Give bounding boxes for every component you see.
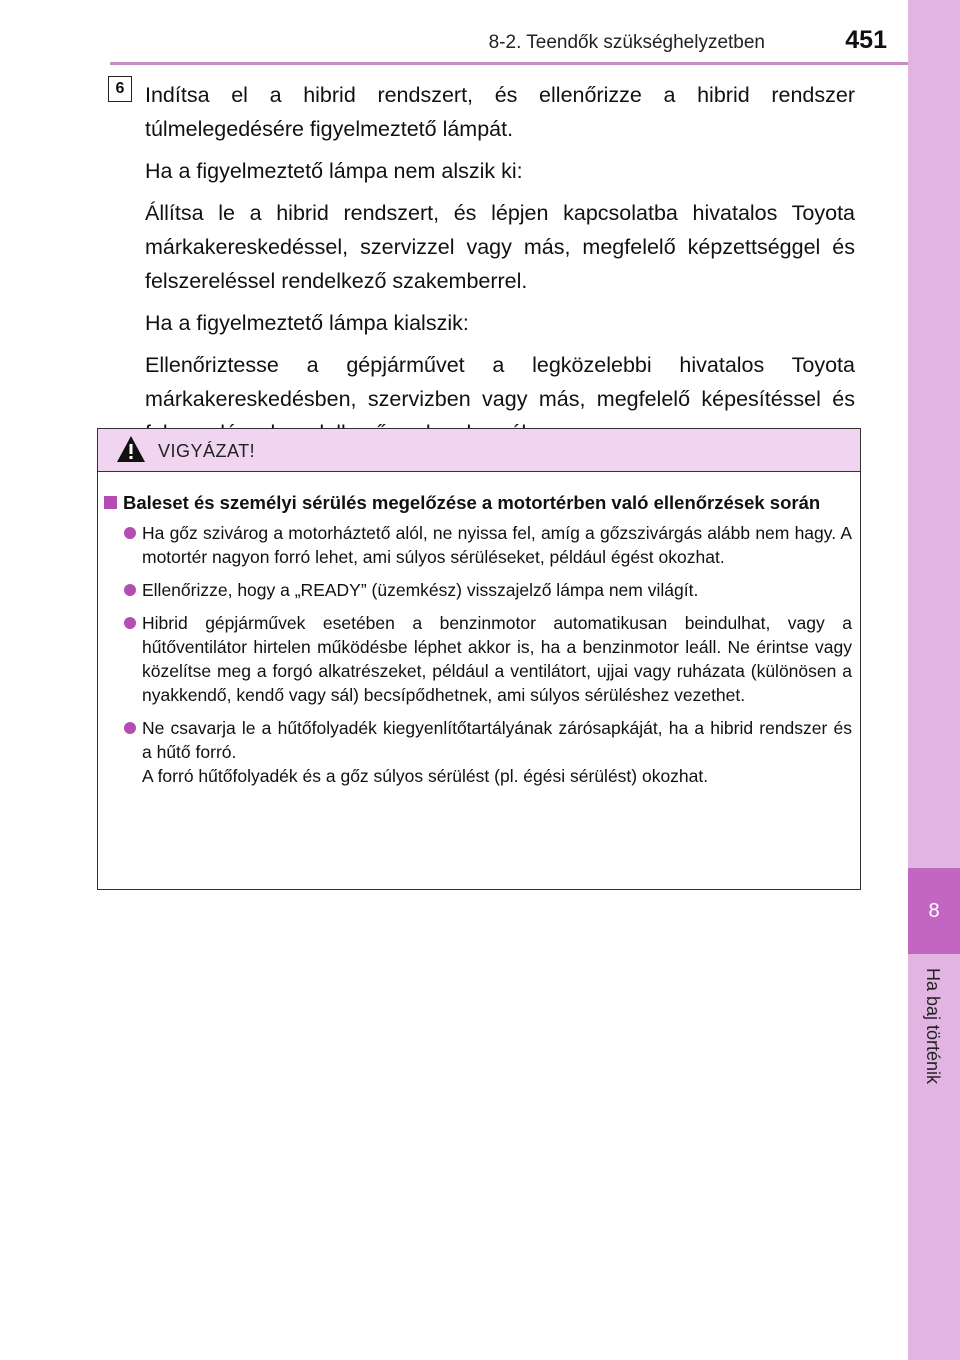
step-number-box: 6 bbox=[108, 76, 132, 102]
bullet-line: Ne csavarja le a hűtőfolyadék kiegyenlítőtartályának zárósapkáját, ha a hibrid rendszer és a hűtő forró. bbox=[142, 718, 852, 762]
section-title: 8-2. Teendők szükséghelyzetben bbox=[488, 32, 765, 53]
bullet-text: Ellenőrizze, hogy a „READY” (üzemkész) visszajelző lámpa nem világít. bbox=[142, 580, 699, 600]
warning-header bbox=[98, 429, 860, 472]
circle-bullet-icon bbox=[124, 617, 136, 629]
warning-bullet bbox=[124, 578, 852, 602]
square-bullet-icon bbox=[104, 496, 117, 509]
warning-bullet bbox=[124, 611, 852, 707]
circle-bullet-icon bbox=[124, 527, 136, 539]
warning-bullet bbox=[124, 521, 852, 569]
warning-subheading-text: Baleset és személyi sérülés megelőzése a motortérben való ellenőrzések során bbox=[123, 492, 821, 513]
bullet-line: A forró hűtőfolyadék és a gőz súlyos sérülést (pl. égési sérülést) okozhat. bbox=[142, 766, 709, 786]
page-number: 451 bbox=[845, 26, 887, 54]
circle-bullet-icon bbox=[124, 584, 136, 596]
chapter-number: 8 bbox=[928, 899, 940, 922]
bullet-text: Ha gőz szivárog a motorháztető alól, ne nyissa fel, amíg a gőzszivárgás alább nem hagy. A motortér nagyon forró lehet, ami súlyos sérüléseket, például égést okozhat. bbox=[142, 523, 852, 567]
step-paragraph: Ellenőriztesse a gépjárművet a legközelebbi hivatalos Toyota márkakereskedésben, szervizben vagy más, megfelelő képesítéssel és bbox=[145, 353, 855, 411]
page-header bbox=[0, 0, 905, 62]
bullet-text: Hibrid gépjárművek esetében a benzinmotor automatikusan beindulhat, vagy a hűtőventilátor hirtelen működésbe léphet akkor is, ha a benzinmotor leáll. Ne érintse vagy közelítse meg a forgó alkatrészeket, például a ventilátort, ujjai vagy ruházata (különösen a nyakkendő, kendő vagy sál) becsípődhetnek, ami súlyos sérüléshez vezethet. bbox=[142, 613, 852, 705]
warning-bullet bbox=[124, 716, 852, 788]
warning-triangle-icon bbox=[116, 435, 146, 463]
step-paragraph: Állítsa le a hibrid rendszert, és lépjen kapcsolatba hivatalos Toyota márkakereskedéssel, szervizzel vagy más, megfelelő képzettséggel és felszereléssel rendelkező szakemberrel. bbox=[145, 201, 855, 293]
warning-title: VIGYÁZAT! bbox=[158, 441, 256, 461]
chapter-tab bbox=[908, 868, 960, 954]
step-paragraph: Ha a figyelmeztető lámpa nem alszik ki: bbox=[145, 159, 523, 183]
header-rule bbox=[110, 62, 908, 65]
warning-subheading bbox=[104, 490, 852, 515]
side-tab-top bbox=[908, 0, 960, 868]
step-paragraph: Ha a figyelmeztető lámpa kialszik: bbox=[145, 311, 469, 335]
warning-content bbox=[98, 472, 860, 788]
warning-box bbox=[97, 428, 861, 890]
step-paragraph: Indítsa el a hibrid rendszert, és ellenőrizze a hibrid rendszer túlmelegedésére figyelmeztető lámpát. bbox=[145, 83, 855, 141]
chapter-title-tab bbox=[908, 954, 960, 1360]
chapter-title: Ha baj történik bbox=[923, 968, 943, 1085]
step-body bbox=[145, 78, 855, 458]
bullet-text bbox=[142, 716, 852, 788]
circle-bullet-icon bbox=[124, 722, 136, 734]
